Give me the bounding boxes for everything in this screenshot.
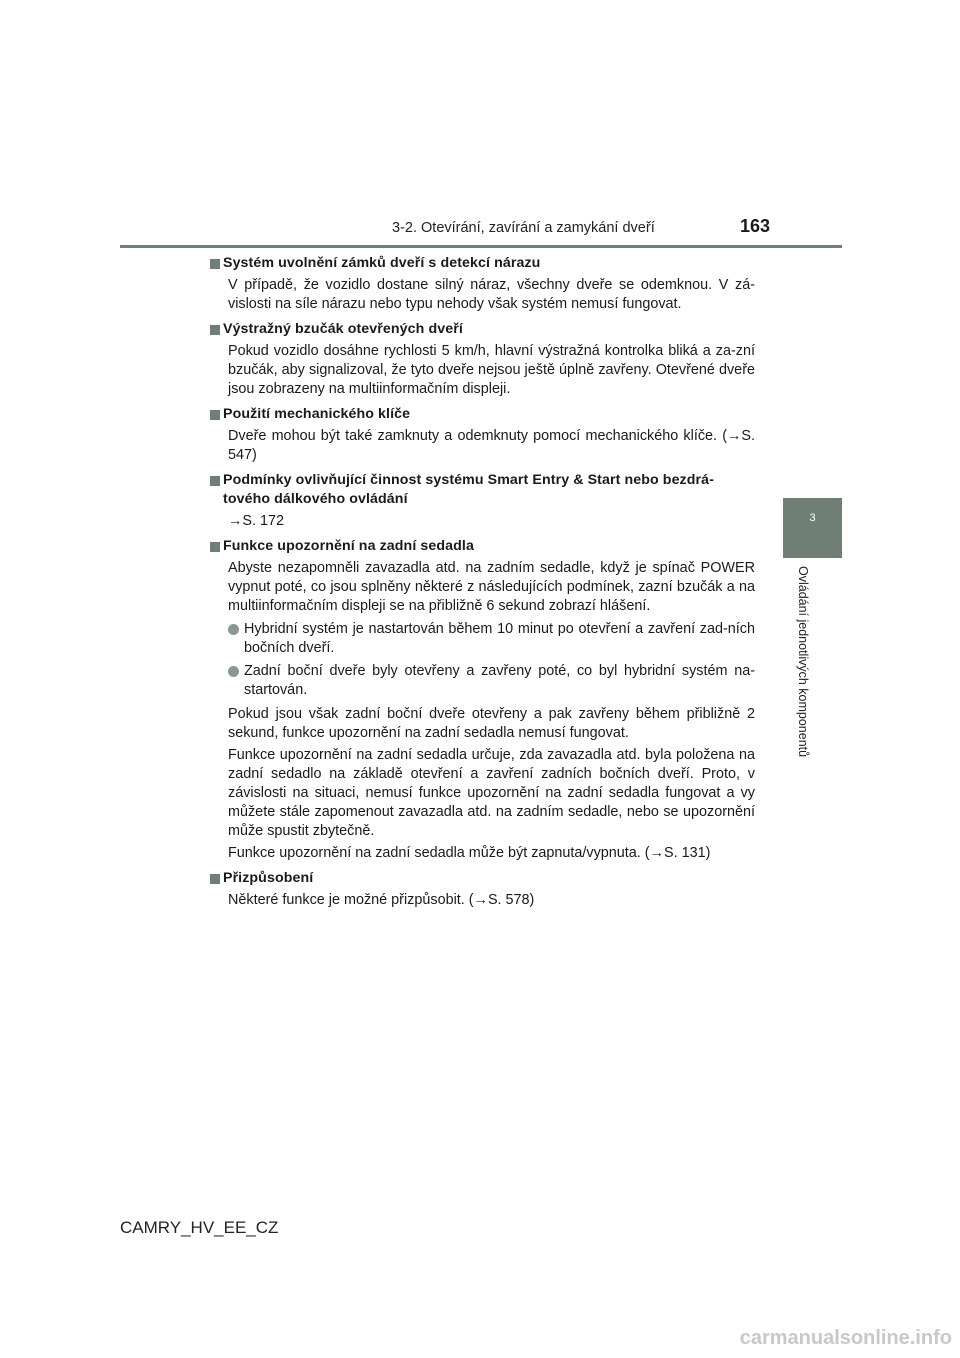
chapter-tab-label: Ovládání jednotlivých komponentů [796,566,810,758]
section-intro: Abyste nezapomněli zavazadla atd. na zadním sedadle, když je spínač POWER vypnut poté, co jsou splněny některé z následujících podmínek, zazní bzučák a na multiinformačním displeji se na přibližně 6 sekund zobrazí hlášení. [228,560,755,614]
section-heading-text: Přizpůsobení [223,870,314,886]
page-content [210,254,755,910]
list-item-text: Zadní boční dveře byly otevřeny a zavřeny poté, co byl hybridní systém na-startován. [244,663,755,698]
section-paragraph: Některé funkce je možné přizpůsobit. (→S. 578) [228,892,535,908]
section-heading-text: Podmínky ovlivňující činnost systému Smart Entry & Start nebo bezdrá-tového dálkového ovládání [223,472,714,507]
square-bullet-icon [210,259,220,269]
chapter-tab-number: 3 [783,498,842,558]
square-bullet-icon [210,476,220,486]
section-heading-text: Výstražný bzučák otevřených dveří [223,321,463,337]
section-paragraph: Funkce upozornění na zadní sedadla určuje, zda zavazadla atd. byla položena na zadní sedadlo na základě otevření a zavření zadních bočních dveří. Proto, v závislosti na situaci, nemusí funkce upozornění na zadní sedadla fungovat a vy můžete stále zapomenout zavazadla atd. na zadním sedadle, nebo se upozornění může spustit zbytečně. [228,747,755,839]
square-bullet-icon [210,325,220,335]
section-heading [210,869,755,888]
list-item-text: Hybridní systém je nastartován během 10 minut po otevření a zavření zad-ních bočních dveří. [244,621,755,656]
section-heading-text: Funkce upozornění na zadní sedadla [223,538,474,554]
section-heading [210,254,755,273]
square-bullet-icon [210,542,220,552]
section-paragraph: Dveře mohou být také zamknuty a odemknuty pomocí mechanického klíče. (→S. 547) [228,428,755,463]
circle-bullet-icon [228,624,239,635]
document-code: CAMRY_HV_EE_CZ [120,1218,279,1237]
list-item [210,620,755,658]
section-paragraph: Pokud jsou však zadní boční dveře otevřeny a pak zavřeny během přibližně 2 sekund, funkce upozornění na zadní sedadla nemusí fungovat. [228,706,755,741]
section-heading [210,405,755,424]
section-title: 3-2. Otevírání, zavírání a zamykání dveří [392,220,655,236]
section-paragraph: Funkce upozornění na zadní sedadla může být zapnuta/vypnuta. (→S. 131) [228,845,711,861]
watermark: carmanualsonline.info [739,1327,952,1349]
circle-bullet-icon [228,666,239,677]
section-heading-text: Použití mechanického klíče [223,406,411,422]
section-paragraph: V případě, že vozidlo dostane silný náraz, všechny dveře se odemknou. V zá-vislosti na síle nárazu nebo typu nehody však systém nemusí fungovat. [228,277,755,312]
header-divider [120,245,842,248]
section-heading [210,471,755,509]
page-number: 163 [740,216,771,236]
square-bullet-icon [210,410,220,420]
section-heading-text: Systém uvolnění zámků dveří s detekcí nárazu [223,255,541,271]
square-bullet-icon [210,874,220,884]
section-paragraph: →S. 172 [228,513,284,529]
section-heading [210,537,755,556]
section-heading [210,320,755,339]
list-item [210,662,755,700]
section-paragraph: Pokud vozidlo dosáhne rychlosti 5 km/h, hlavní výstražná kontrolka bliká a za-zní bzučák, aby signalizoval, že tyto dveře nejsou ještě úplně zavřeny. Otevřené dveře jsou zobrazeny na multiinformačním displeji. [228,343,755,397]
